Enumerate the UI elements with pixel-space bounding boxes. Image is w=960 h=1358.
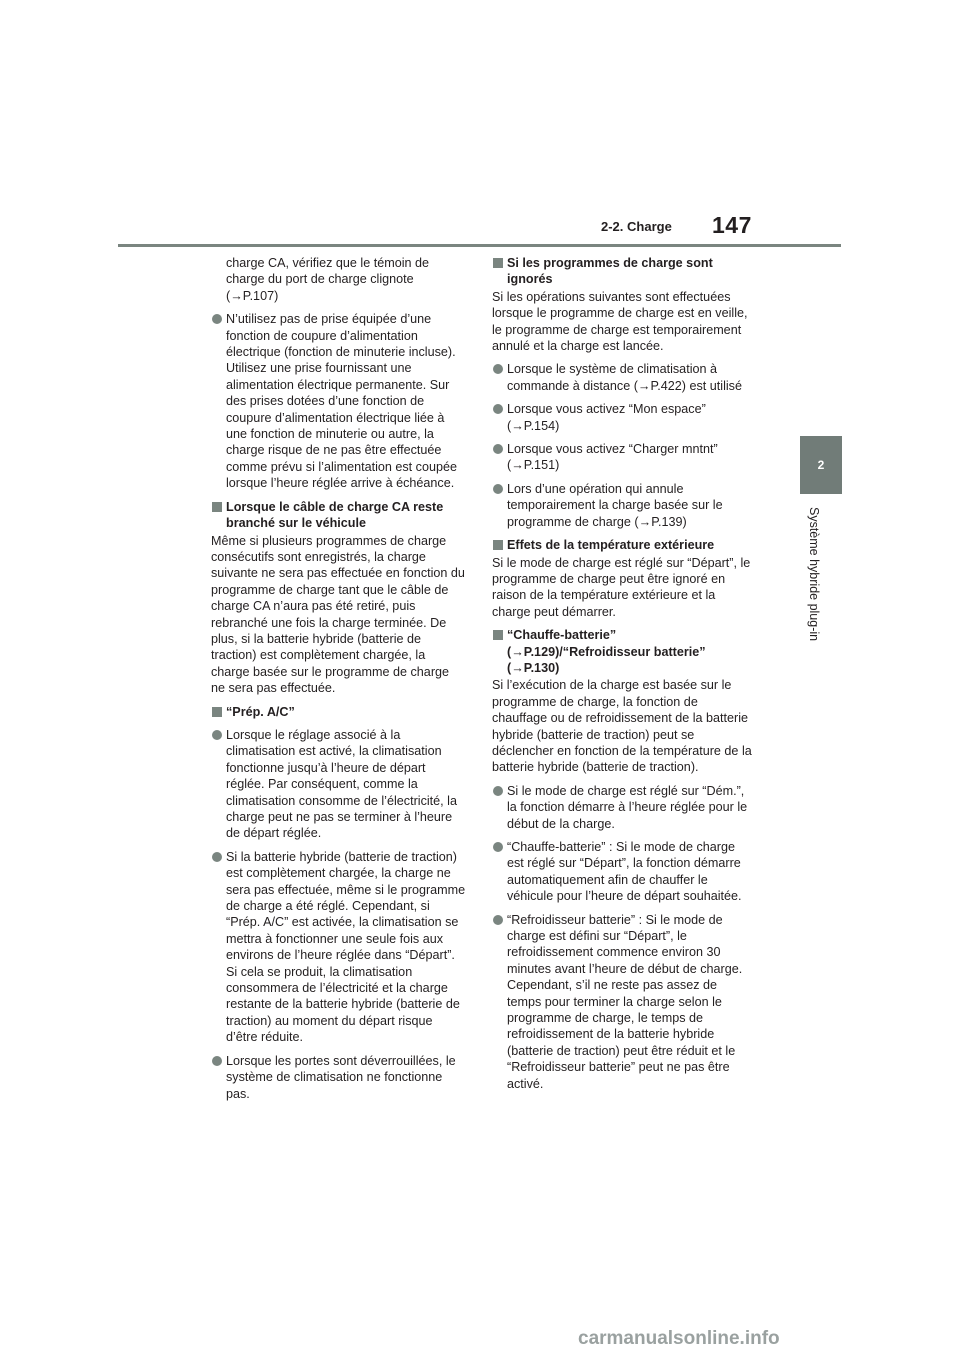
list-item: Lors d’une opération qui annule temporairement la charge basée sur le programme de charge (→P.139) xyxy=(492,481,754,530)
bullet-icon xyxy=(493,484,503,494)
list-item: Lorsque les portes sont déverrouillées, le système de climatisation ne fonctionne pas. xyxy=(211,1053,466,1102)
list-item: Lorsque le système de climatisation à commande à distance (→P.422) est utilisé xyxy=(492,361,754,394)
list-item: N’utilisez pas de prise équipée d’une fonction de coupure d’alimentation électrique (fonction de minuterie incluse). Utilisez une prise fournissant une alimentation électrique permanente. Sur des prises dotées d’une fonction de coupure d’alimentation électrique liée à une fonction de minuterie ou autre, la charge risque de ne pas être effectuée comme prévu si l’alimentation est coupée lorsque l’heure réglée arrive à échéance. xyxy=(211,311,466,491)
bullet-icon xyxy=(493,444,503,454)
paragraph: Si les opérations suivantes sont effectuées lorsque le programme de charge est en veille, le programme de charge est temporairement annulé et la charge est lancée. xyxy=(492,289,748,354)
bullet-icon xyxy=(493,364,503,374)
paragraph: Si le mode de charge est réglé sur “Départ”, le programme de charge peut être ignoré en raison de la température extérieure et la charge peut démarrer. xyxy=(492,555,751,619)
chapter-title-text: Système hybride plug-in xyxy=(807,507,821,642)
watermark[interactable]: carmanualsonline.info xyxy=(578,1328,780,1349)
section-heading: Lorsque le câble de charge CA reste branché sur le véhicule xyxy=(211,499,466,532)
section-heading: “Chauffe-batterie” (→P.129)/“Refroidisseur batterie” (→P.130) xyxy=(492,627,754,676)
section-heading: “Prép. A/C” xyxy=(211,704,466,720)
list-item: “Chauffe-batterie” : Si le mode de charge est réglé sur “Départ”, la fonction démarre automatiquement afin de chauffer le véhicule pour l’heure de départ souhaitée. xyxy=(492,839,754,905)
header-rule xyxy=(118,244,841,247)
square-bullet-icon xyxy=(212,502,222,512)
list-item: Lorsque vous activez “Charger mntnt” (→P.151) xyxy=(492,441,754,474)
square-bullet-icon xyxy=(493,258,503,268)
list-item: Lorsque le réglage associé à la climatisation est activé, la climatisation fonctionne jusqu’à l’heure de départ réglée. Par conséquent, comme la climatisation consomme de l’électricité, la charge peut ne pas se terminer à l’heure de départ réglée. xyxy=(211,727,466,842)
list-item: Si la batterie hybride (batterie de traction) est complètement chargée, la charge ne sera pas effectuée, même si le programme de charge a été réglé. Cependant, si “Prép. A/C” est activée, la climatisation se mettra à fonctionner une seule fois aux environs de l’heure réglée dans “Départ”. Si cela se produit, la climatisation consommera de l’électricité et la charge restante de la batterie hybride (batterie de traction) au moment du départ risque d’être réduite. xyxy=(211,849,466,1046)
page-number: 147 xyxy=(712,212,752,238)
square-bullet-icon xyxy=(493,630,503,640)
bullet-icon xyxy=(493,842,503,852)
right-column xyxy=(492,255,754,1099)
list-item: “Refroidisseur batterie” : Si le mode de charge est défini sur “Départ”, le refroidissement commence environ 30 minutes avant l’heure de début de charge. Cependant, s’il ne reste pas assez de temps pour terminer la charge selon le programme de charge, le temps de refroidissement de la batterie hybride (batterie de traction) peut être réduit et le “Refroidisseur batterie” peut ne pas être activé. xyxy=(492,912,754,1092)
continued-text: charge CA, vérifiez que le témoin de charge du port de charge clignote (→P.107) xyxy=(226,256,430,303)
bullet-icon xyxy=(212,852,222,862)
paragraph: Même si plusieurs programmes de charge consécutifs sont enregistrés, la charge suivante ne sera pas effectuée en fonction du programme de charge tant que le câble de charge CA n’aura pas été retiré, puis rebranché une fois la charge terminée. De plus, si la batterie hybride (batterie de traction) est complètement chargée, la charge basée sur le programme de charge ne sera pas effectuée. xyxy=(211,533,465,696)
bullet-icon xyxy=(493,786,503,796)
bullet-icon xyxy=(212,314,222,324)
bullet-icon xyxy=(212,1056,222,1066)
chapter-title xyxy=(780,507,860,667)
section-label: 2-2. Charge xyxy=(601,219,672,234)
section-heading: Effets de la température extérieure xyxy=(492,537,754,553)
section-heading: Si les programmes de charge sont ignorés xyxy=(492,255,754,288)
bullet-icon xyxy=(493,404,503,414)
left-column xyxy=(211,255,466,1109)
list-item: Si le mode de charge est réglé sur “Dém.”, la fonction démarre à l’heure réglée pour le début de la charge. xyxy=(492,783,754,832)
square-bullet-icon xyxy=(212,707,222,717)
list-item: Lorsque vous activez “Mon espace” (→P.154) xyxy=(492,401,754,434)
chapter-tab: 2 xyxy=(800,436,842,494)
bullet-icon xyxy=(493,915,503,925)
bullet-icon xyxy=(212,730,222,740)
paragraph: Si l’exécution de la charge est basée sur le programme de charge, la fonction de chauffage ou de refroidissement de la batterie hybride (batterie de traction) peut se déclencher en fonction de la température de la batterie hybride (batterie de traction). xyxy=(492,678,752,775)
square-bullet-icon xyxy=(493,540,503,550)
